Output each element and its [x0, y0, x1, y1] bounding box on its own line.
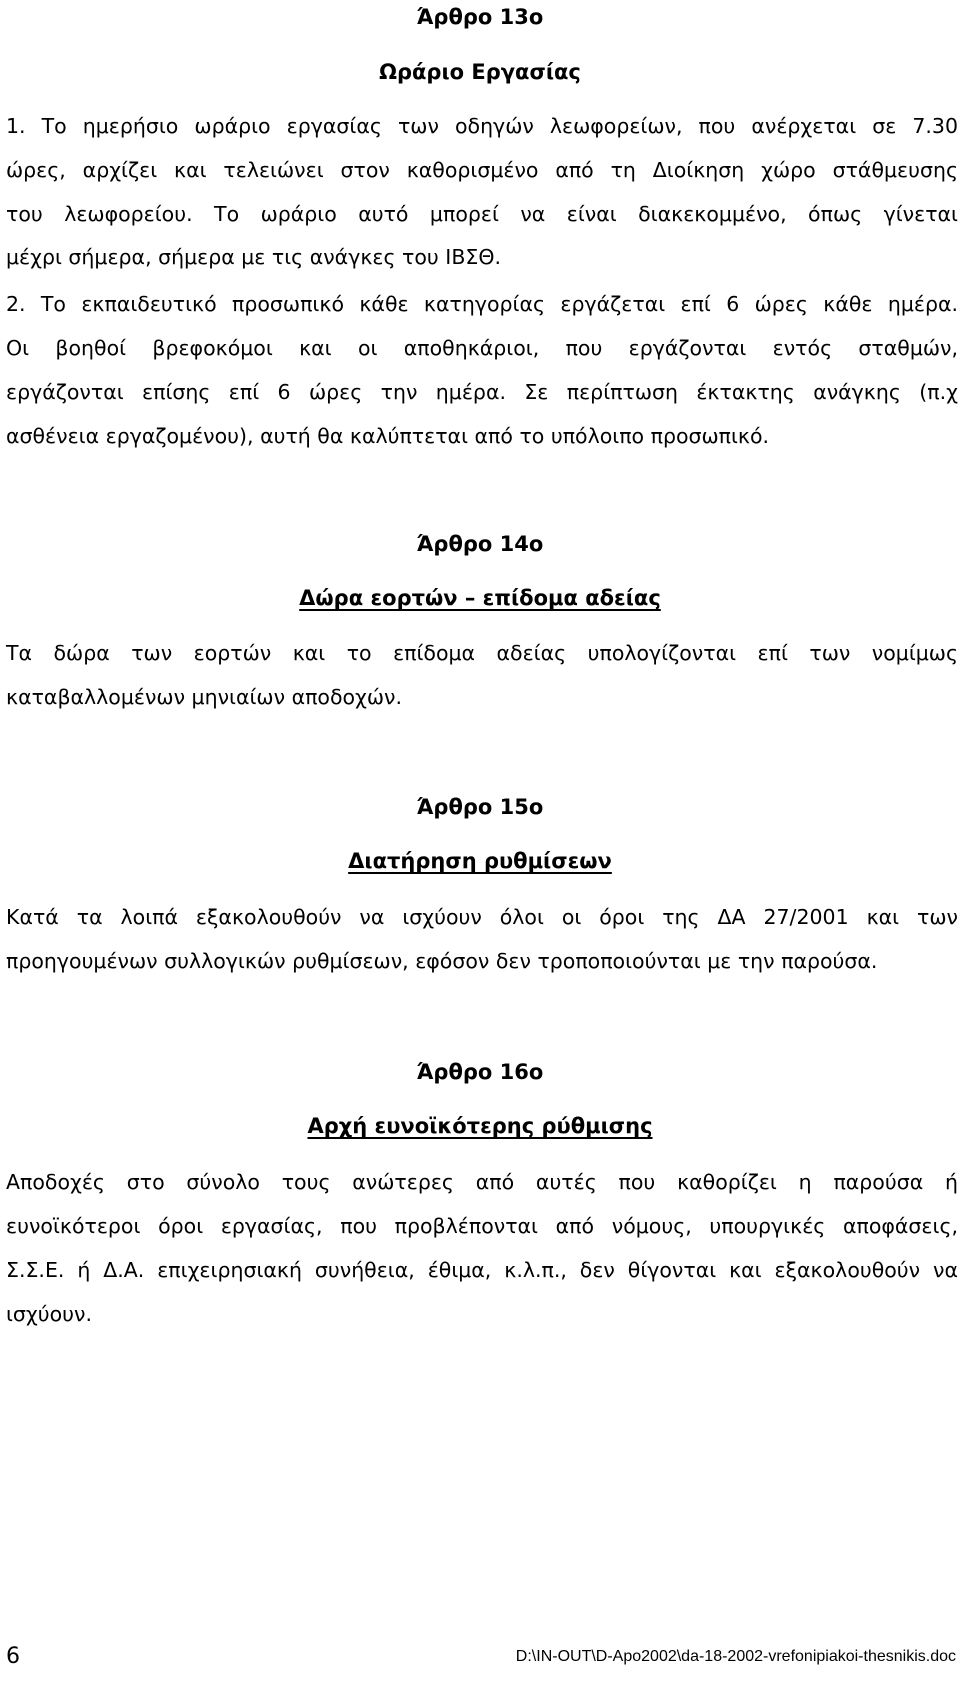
article-13-number: Άρθρο 13ο — [416, 5, 544, 29]
article-15-number: Άρθρο 15ο — [416, 795, 544, 819]
article-14-line-2: καταβαλλομένων μηνιαίων αποδοχών. — [6, 685, 403, 709]
article-13-line-4: μέχρι σήμερα, σήμερα με τις ανάγκες του ΙΒΣΘ. — [6, 245, 502, 269]
article-15-title: Διατήρηση ρυθμίσεων — [348, 849, 612, 873]
article-13-line-1: 1. Το ημερήσιο ωράριο εργασίας των οδηγών λεωφορείων, που ανέρχεται σε 7.30 — [6, 114, 958, 138]
article-16-line-3: Σ.Σ.Ε. ή Δ.Α. επιχειρησιακή συνήθεια, έθιμα, κ.λ.π., δεν θίγονται και εξακολουθούν να — [6, 1258, 958, 1282]
article-14-title: Δώρα εορτών – επίδομα αδείας — [299, 586, 661, 610]
article-13-line-2: ώρες, αρχίζει και τελειώνει στον καθορισμένο από τη Διοίκηση χώρο στάθμευσης — [6, 158, 958, 182]
article-13-line-5: 2. Το εκπαιδευτικό προσωπικό κάθε κατηγορίας εργάζεται επί 6 ώρες κάθε ημέρα. — [6, 292, 958, 316]
article-13-line-7: εργάζονται επίσης επί 6 ώρες την ημέρα. Σε περίπτωση έκτακτης ανάγκης (π.χ — [6, 380, 958, 404]
article-16-line-2: ευνοϊκότεροι όροι εργασίας, που προβλέπονται από νόμους, υπουργικές αποφάσεις, — [6, 1214, 958, 1238]
article-14-line-1: Τα δώρα των εορτών και το επίδομα αδείας υπολογίζονται επί των νομίμως — [6, 641, 958, 665]
page-number: 6 — [6, 1644, 20, 1669]
article-16-line-1: Αποδοχές στο σύνολο τους ανώτερες από αυτές που καθορίζει η παρούσα ή — [6, 1170, 958, 1194]
article-16-line-4: ισχύουν. — [6, 1302, 93, 1326]
article-16-number: Άρθρο 16ο — [416, 1060, 544, 1084]
article-15-line-2: προηγουμένων συλλογικών ρυθμίσεων, εφόσον δεν τροποποιούνται με την παρούσα. — [6, 949, 878, 973]
file-path: D:\IN-OUT\D-Apo2002\da-18-2002-vrefonipiakoi-thesnikis.doc — [515, 1648, 956, 1665]
article-13-line-8: ασθένεια εργαζομένου), αυτή θα καλύπτεται από το υπόλοιπο προσωπικό. — [6, 424, 770, 448]
article-13-title: Ωράριο Εργασίας — [379, 60, 581, 84]
article-13-line-6: Οι βοηθοί βρεφοκόμοι και οι αποθηκάριοι, που εργάζονται εντός σταθμών, — [6, 336, 958, 360]
article-13-line-3: του λεωφορείου. Το ωράριο αυτό μπορεί να είναι διακεκομμένο, όπως γίνεται — [6, 202, 958, 226]
article-14-number: Άρθρο 14ο — [416, 532, 544, 556]
article-15-line-1: Κατά τα λοιπά εξακολουθούν να ισχύουν όλοι οι όροι της ΔΑ 27/2001 και των — [6, 905, 958, 929]
article-16-title: Αρχή ευνοϊκότερης ρύθμισης — [307, 1114, 653, 1138]
